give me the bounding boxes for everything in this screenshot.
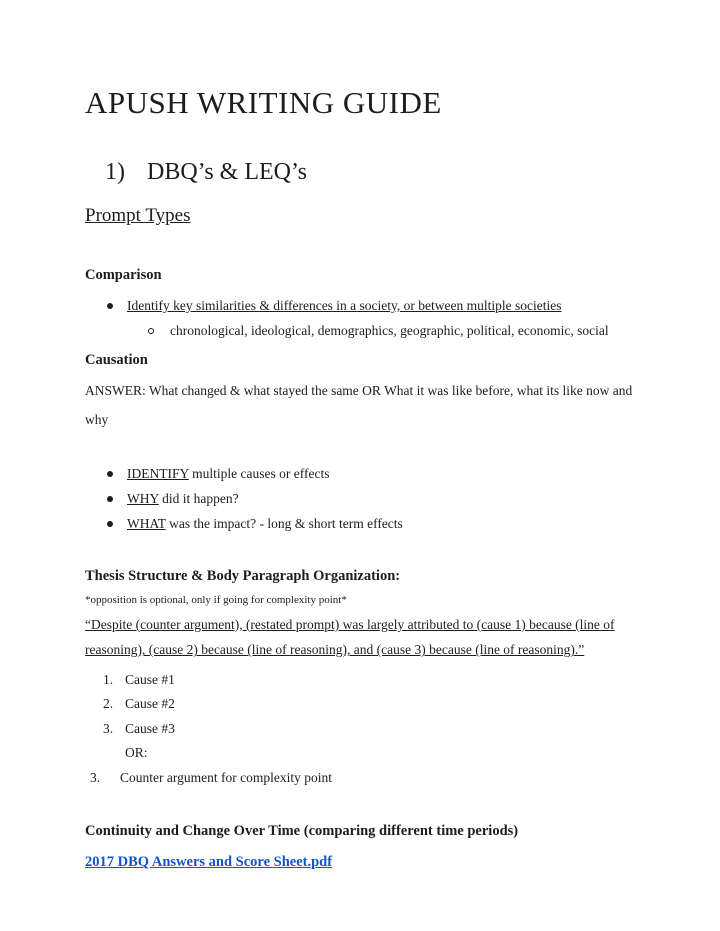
numbered-item-text: Cause #1 [125,671,175,687]
list-item [85,486,652,511]
item-number: 1. [103,671,114,687]
numbered-item [85,692,652,717]
list-item [85,511,652,536]
numbered-item-text: Counter argument for complexity point [120,769,332,785]
item-number: 3. [90,769,101,785]
section-heading [105,157,652,187]
list-item [85,293,652,318]
opposition-note: *opposition is optional, only if going for complexity point* [85,593,347,606]
list-item-text: WHAT was the impact? - long & short term effects [127,515,403,531]
list-item-text: Identify key similarities & differences in a society, or between multiple societies [127,297,562,313]
or-text: OR: [125,745,148,761]
bullet-dot-icon [107,303,113,309]
list-item-text: WHY did it happen? [127,490,239,506]
dbq-score-sheet-link[interactable]: 2017 DBQ Answers and Score Sheet.pdf [85,854,333,871]
bullet-dot-icon [107,471,113,477]
section-heading-text: DBQ’s & LEQ’s [147,159,308,186]
prompt-types-heading: Prompt Types [85,205,191,227]
comparison-label: Comparison [85,266,162,283]
bullet-dot-icon [107,496,113,502]
bullet-circle-icon [148,328,154,334]
numbered-item [85,766,652,791]
causation-label: Causation [85,351,148,368]
numbered-item-text: Cause #2 [125,696,175,712]
bullet-dot-icon [107,521,113,527]
list-item [85,318,652,343]
list-item-text: IDENTIFY multiple causes or effects [127,465,330,481]
numbered-item-text: Cause #3 [125,720,175,736]
list-item [85,461,652,486]
ccot-label: Continuity and Change Over Time (comparing different time periods) [85,823,519,840]
section-number: 1) [105,159,125,186]
thesis-structure-label: Thesis Structure & Body Paragraph Organization: [85,567,401,584]
item-number: 3. [103,720,114,736]
document-title: APUSH WRITING GUIDE [85,85,442,120]
numbered-item [85,668,652,693]
item-number: 2. [103,696,114,712]
list-item-text: chronological, ideological, demographics, geographic, political, economic, social [170,322,609,338]
numbered-item [85,717,652,742]
thesis-template-quote: “Despite (counter argument), (restated prompt) was largely attributed to (cause 1) because (line of reasoning), (cause 2) because (line of reasoning), and (cause 3) because (line of reasoning).” [85,616,615,658]
causation-answer-paragraph: ANSWER: What changed & what stayed the same OR What it was like before, what its like now and why [85,382,633,427]
or-separator [85,741,652,766]
